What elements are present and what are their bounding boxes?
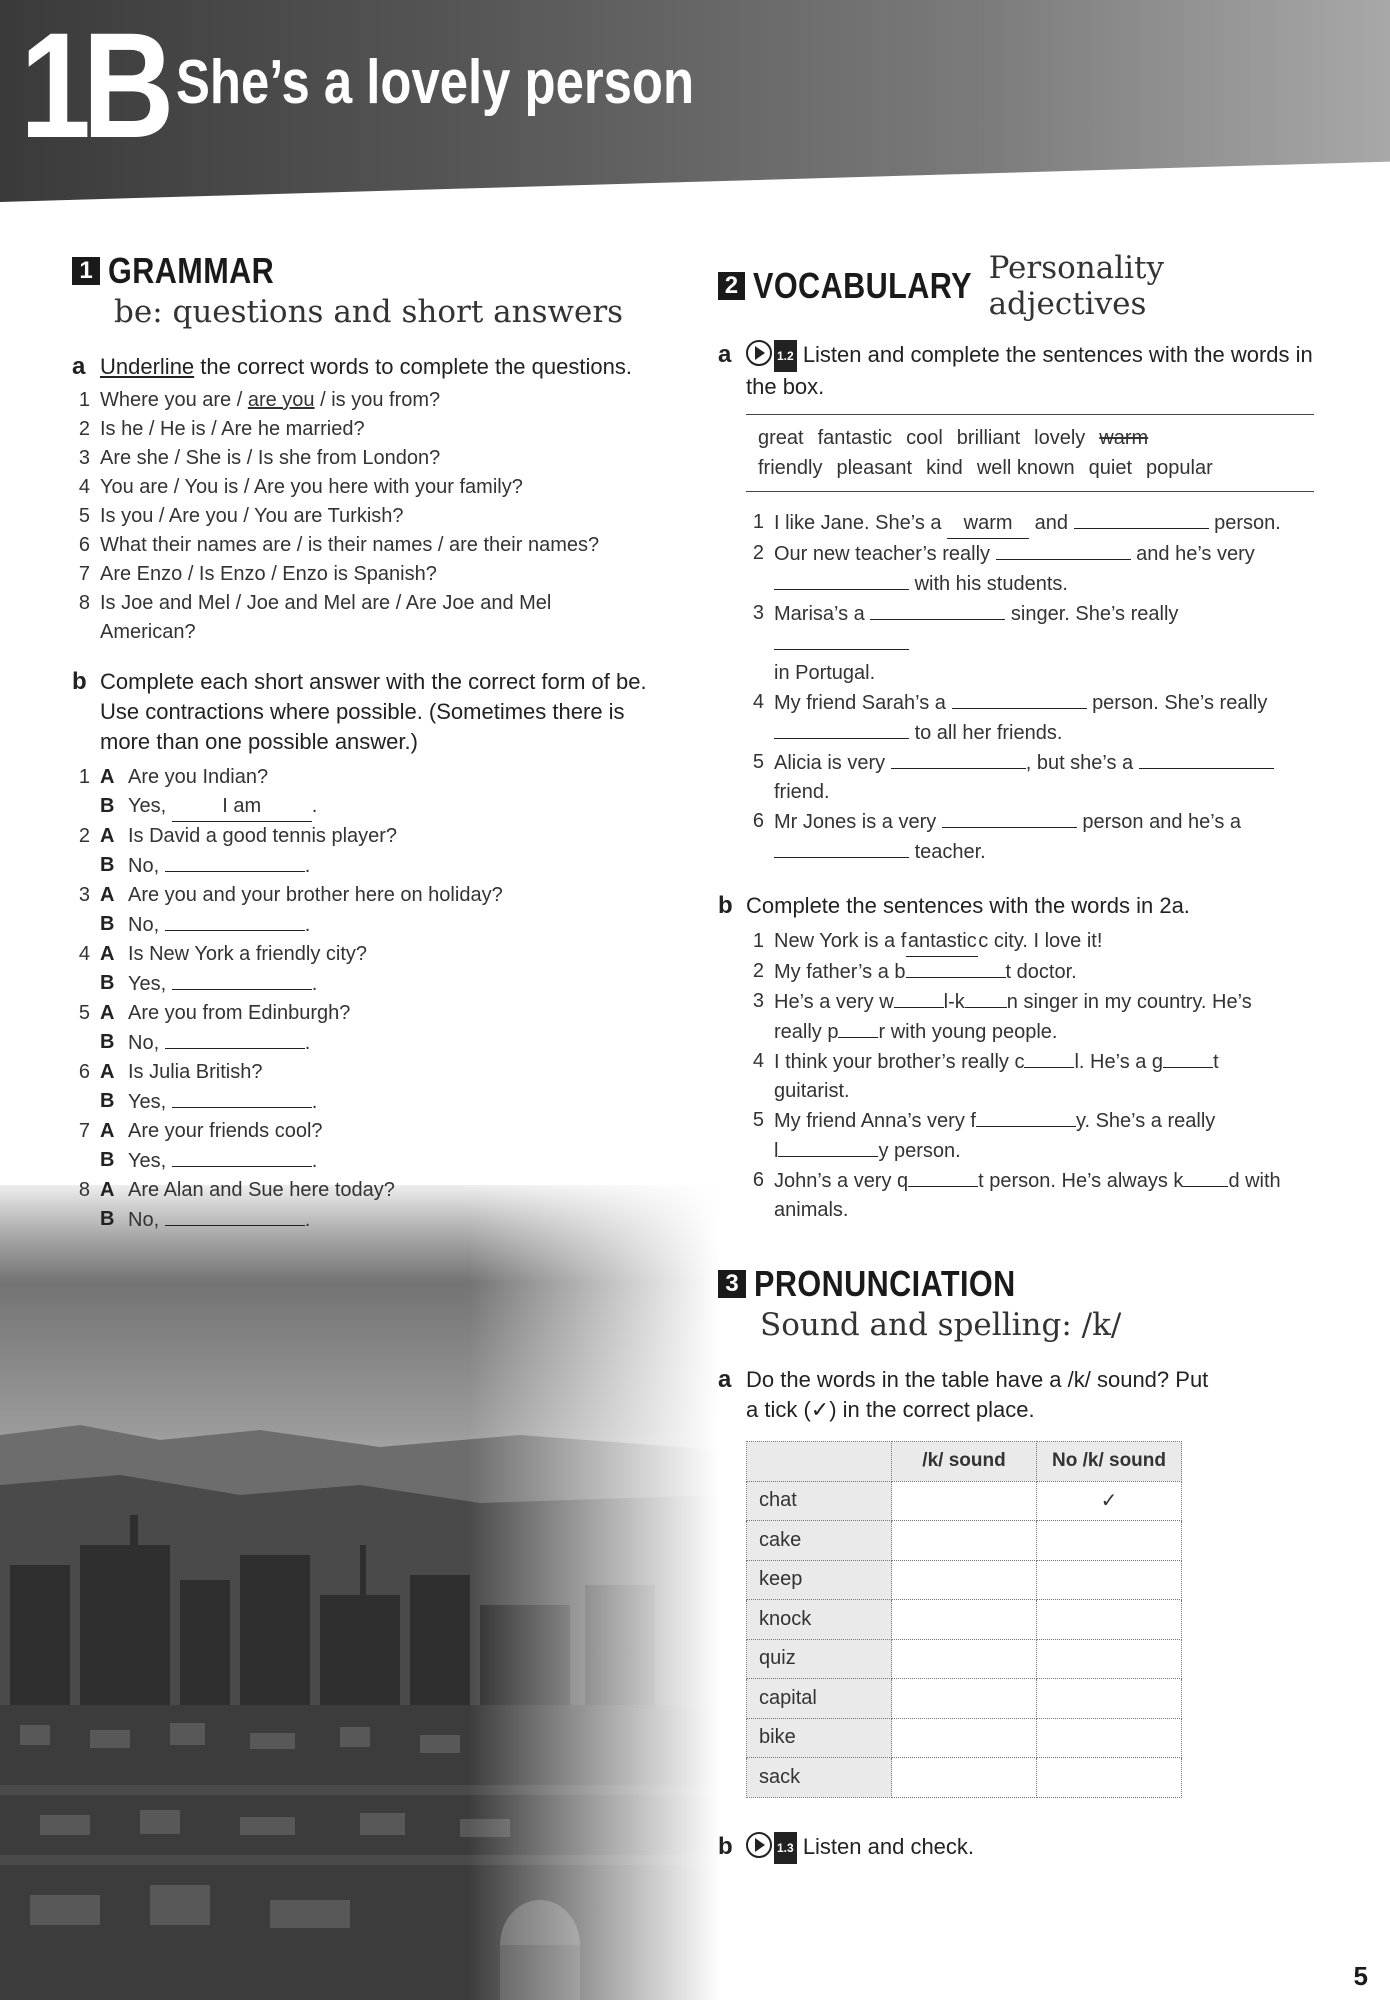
grammar-section [72, 250, 672, 1235]
exercise-a-list [718, 508, 1318, 867]
answer-blank[interactable] [908, 1166, 978, 1187]
k-sound-table [746, 1441, 1182, 1798]
list-item: 4 My friend Sarah’s a person. She’s really to all her friends. [746, 688, 1318, 748]
word-box-row: great fantastic cool brilliant lovely warm [758, 427, 1149, 449]
answer-row: B Yes, . [72, 1087, 672, 1117]
section-number: 1 [72, 257, 100, 285]
list-item: 3 Marisa’s a singer. She’s really in Portugal. [746, 599, 1318, 688]
answer-blank[interactable]: antastic [906, 927, 978, 957]
tick-cell[interactable] [1037, 1718, 1182, 1758]
list-item: 4 You are / You is / Are you here with your family? [78, 476, 523, 498]
exercise-a-instruction [718, 340, 1318, 402]
answer-blank[interactable] [1183, 1166, 1228, 1187]
tick-cell[interactable] [892, 1600, 1037, 1640]
list-item: 7 Are Enzo / Is Enzo / Enzo is Spanish? [78, 563, 437, 585]
tick-cell[interactable] [1037, 1679, 1182, 1719]
answer-blank[interactable] [976, 1106, 1076, 1127]
exercise-b-instruction [718, 891, 1318, 921]
section-subtitle: be: questions and short answers [114, 294, 624, 330]
instruction-text: Listen and complete the sentences with the words in the box. [746, 342, 1313, 399]
exercise-letter: a [72, 353, 86, 380]
list-item: 6 Mr Jones is a very person and he’s a teacher. [746, 807, 1318, 867]
table-row: knock [747, 1600, 1182, 1640]
exercise-b-list [718, 927, 1318, 1225]
list-item: 4 I think your brother’s really c l. He’s a g t guitarist. [746, 1047, 1318, 1106]
column-header: No /k/ sound [1037, 1442, 1182, 1482]
tick-cell[interactable] [1037, 1521, 1182, 1561]
city-photo [0, 1185, 720, 2000]
exercise-letter: b [718, 1832, 733, 1860]
list-item: 2 Our new teacher’s really and he’s very with his students. [746, 539, 1318, 599]
answer-blank[interactable]: I am [172, 792, 312, 822]
list-item: 6 What their names are / is their names / are their names? [78, 534, 600, 556]
question-row: 5 A Are you from Edinburgh? [78, 1002, 351, 1024]
list-item: 1 Where you are / are you / is you from? [78, 389, 441, 411]
track-number: 1.3 [774, 1832, 797, 1864]
answer-blank[interactable] [996, 539, 1131, 560]
list-item: 8 Is Joe and Mel / Joe and Mel are / Are Joe and Mel American? [78, 592, 552, 643]
page-number: 5 [1353, 1961, 1368, 1991]
answer-blank[interactable] [838, 1017, 878, 1038]
answer-blank[interactable] [891, 748, 1026, 769]
exercise-a-list [72, 386, 672, 647]
list-item: 5 My friend Anna’s very f y. She’s a really l y person. [746, 1106, 1318, 1166]
exercise-letter: b [718, 892, 733, 919]
answer-blank[interactable] [1163, 1047, 1213, 1068]
tick-cell[interactable] [1037, 1639, 1182, 1679]
tick-cell[interactable] [892, 1560, 1037, 1600]
section-number: 2 [718, 272, 745, 300]
table-row: cake [747, 1521, 1182, 1561]
table-row: keep [747, 1560, 1182, 1600]
grammar-heading [72, 250, 672, 292]
list-item: 2 My father’s a b t doctor. [746, 957, 1318, 987]
instruction-text: Complete the sentences with the words in 2a. [746, 893, 1190, 918]
list-item: 1 New York is a fantasticc city. I love it! [746, 927, 1318, 957]
answer-blank[interactable]: warm [947, 509, 1029, 539]
list-item: 3 Are she / She is / Is she from London? [78, 447, 441, 469]
tick-cell[interactable] [892, 1718, 1037, 1758]
answer-row: B No, . [72, 1205, 672, 1235]
tick-cell[interactable] [892, 1521, 1037, 1561]
answer-row: B Yes, . [72, 1146, 672, 1176]
answer-row: B No, . [72, 910, 672, 940]
unit-title: She’s a lovely person [176, 48, 695, 117]
section-title: VOCABULARY [752, 265, 972, 306]
exercise-b-instruction [72, 667, 672, 757]
answer-row: B No, . [72, 1028, 672, 1058]
word-box [746, 414, 1314, 492]
tick-cell[interactable] [1037, 1758, 1182, 1798]
pronunciation-heading [718, 1263, 1318, 1305]
answer-row: B Yes, I am . [72, 792, 672, 822]
answer-blank[interactable] [778, 1136, 878, 1157]
instruction-text: Do the words in the table have a /k/ sound? Put a tick (✓) in the correct place. [746, 1367, 1209, 1422]
question-row: 3 A Are you and your brother here on holiday? [78, 884, 503, 906]
answer-blank[interactable] [906, 957, 1006, 978]
list-item: 3 He’s a very w l-k n singer in my country. He’s really p r with young people. [746, 987, 1318, 1047]
question-row: 6 A Is Julia British? [78, 1061, 263, 1083]
tick-cell[interactable] [892, 1679, 1037, 1719]
question-row: 1 A Are you Indian? [78, 766, 269, 788]
tick-cell[interactable] [892, 1758, 1037, 1798]
answer-blank[interactable] [172, 1087, 312, 1108]
table-row: chat ✓ [747, 1481, 1182, 1521]
answer-blank[interactable] [1139, 748, 1274, 769]
answer-blank[interactable] [774, 837, 909, 858]
section-subtitle: Personality adjectives [988, 250, 1165, 322]
answer-blank[interactable] [172, 1146, 312, 1167]
tick-cell[interactable] [1037, 1560, 1182, 1600]
exercise-letter: a [718, 1366, 732, 1393]
answer-blank[interactable] [165, 1205, 305, 1226]
section-title: GRAMMAR [108, 250, 275, 291]
answer-blank[interactable] [942, 807, 1077, 828]
list-item: 5 Alicia is very , but she’s a friend. [746, 748, 1318, 807]
answer-blank[interactable] [965, 987, 1007, 1008]
question-row: 4 A Is New York a friendly city? [78, 943, 367, 965]
instruction-text: Complete each short answer with the correct form of be. Use contractions where possible. (Sometimes there is more than one possible answer.) [100, 669, 647, 754]
instruction-underline-word: Underline [100, 354, 195, 379]
exercise-letter: b [72, 668, 87, 695]
table-row: capital [747, 1679, 1182, 1719]
exercise-a-instruction [72, 352, 672, 382]
question-row: 2 A Is David a good tennis player? [78, 825, 398, 847]
exercise-b-list [72, 763, 672, 1235]
question-row: 8 A Are Alan and Sue here today? [78, 1179, 395, 1201]
instruction-text: Listen and check. [802, 1833, 975, 1859]
pronunciation-section [718, 1263, 1318, 1864]
list-item: 6 John’s a very q t person. He’s always k d with animals. [746, 1166, 1318, 1225]
question-row: 7 A Are your friends cool? [78, 1120, 323, 1142]
unit-number: 1B [20, 1, 166, 169]
vocabulary-heading [718, 250, 1318, 322]
exercise-letter: a [718, 341, 732, 368]
answer-blank[interactable] [165, 910, 305, 931]
track-number: 1.2 [774, 340, 797, 372]
word-box-row: friendly pleasant kind well known quiet popular [758, 457, 1213, 479]
answer-blank[interactable] [894, 987, 944, 1008]
list-item: 2 Is he / He is / Are he married? [78, 418, 365, 440]
answer-blank[interactable] [774, 629, 909, 650]
answer-blank[interactable] [774, 569, 909, 590]
section-title: PRONUNCIATION [754, 1263, 1016, 1304]
section-subtitle: Sound and spelling: /k/ [760, 1307, 1122, 1343]
tick-cell[interactable] [892, 1481, 1037, 1521]
section-number: 3 [718, 1270, 746, 1298]
play-audio-icon[interactable] [746, 1832, 772, 1858]
answer-blank[interactable] [952, 688, 1087, 709]
answer-blank[interactable] [165, 1028, 305, 1049]
exercise-b-instruction [718, 1832, 1318, 1864]
instruction-text: the correct words to complete the questions. [194, 354, 632, 379]
answer-blank[interactable] [870, 599, 1005, 620]
list-item: 5 Is you / Are you / You are Turkish? [78, 505, 404, 527]
answer-blank[interactable] [1024, 1047, 1074, 1068]
tick-cell[interactable] [1037, 1600, 1182, 1640]
table-row: sack [747, 1758, 1182, 1798]
table-row: quiz [747, 1639, 1182, 1679]
column-header: /k/ sound [892, 1442, 1037, 1482]
exercise-a-instruction [718, 1365, 1318, 1425]
table-row: bike [747, 1718, 1182, 1758]
tick-cell[interactable] [892, 1639, 1037, 1679]
answer-row: B No, . [72, 851, 672, 881]
list-item: 1 I like Jane. She’s a warm and person. [746, 508, 1318, 539]
answer-blank[interactable] [1074, 508, 1209, 529]
tick-cell[interactable]: ✓ [1037, 1481, 1182, 1521]
answer-blank[interactable] [172, 969, 312, 990]
table-header-row [747, 1442, 1182, 1482]
answer-blank[interactable] [774, 718, 909, 739]
answer-blank[interactable] [165, 851, 305, 872]
vocabulary-section [718, 250, 1318, 1864]
answer-row: B Yes, . [72, 969, 672, 999]
play-audio-icon[interactable] [746, 340, 772, 366]
